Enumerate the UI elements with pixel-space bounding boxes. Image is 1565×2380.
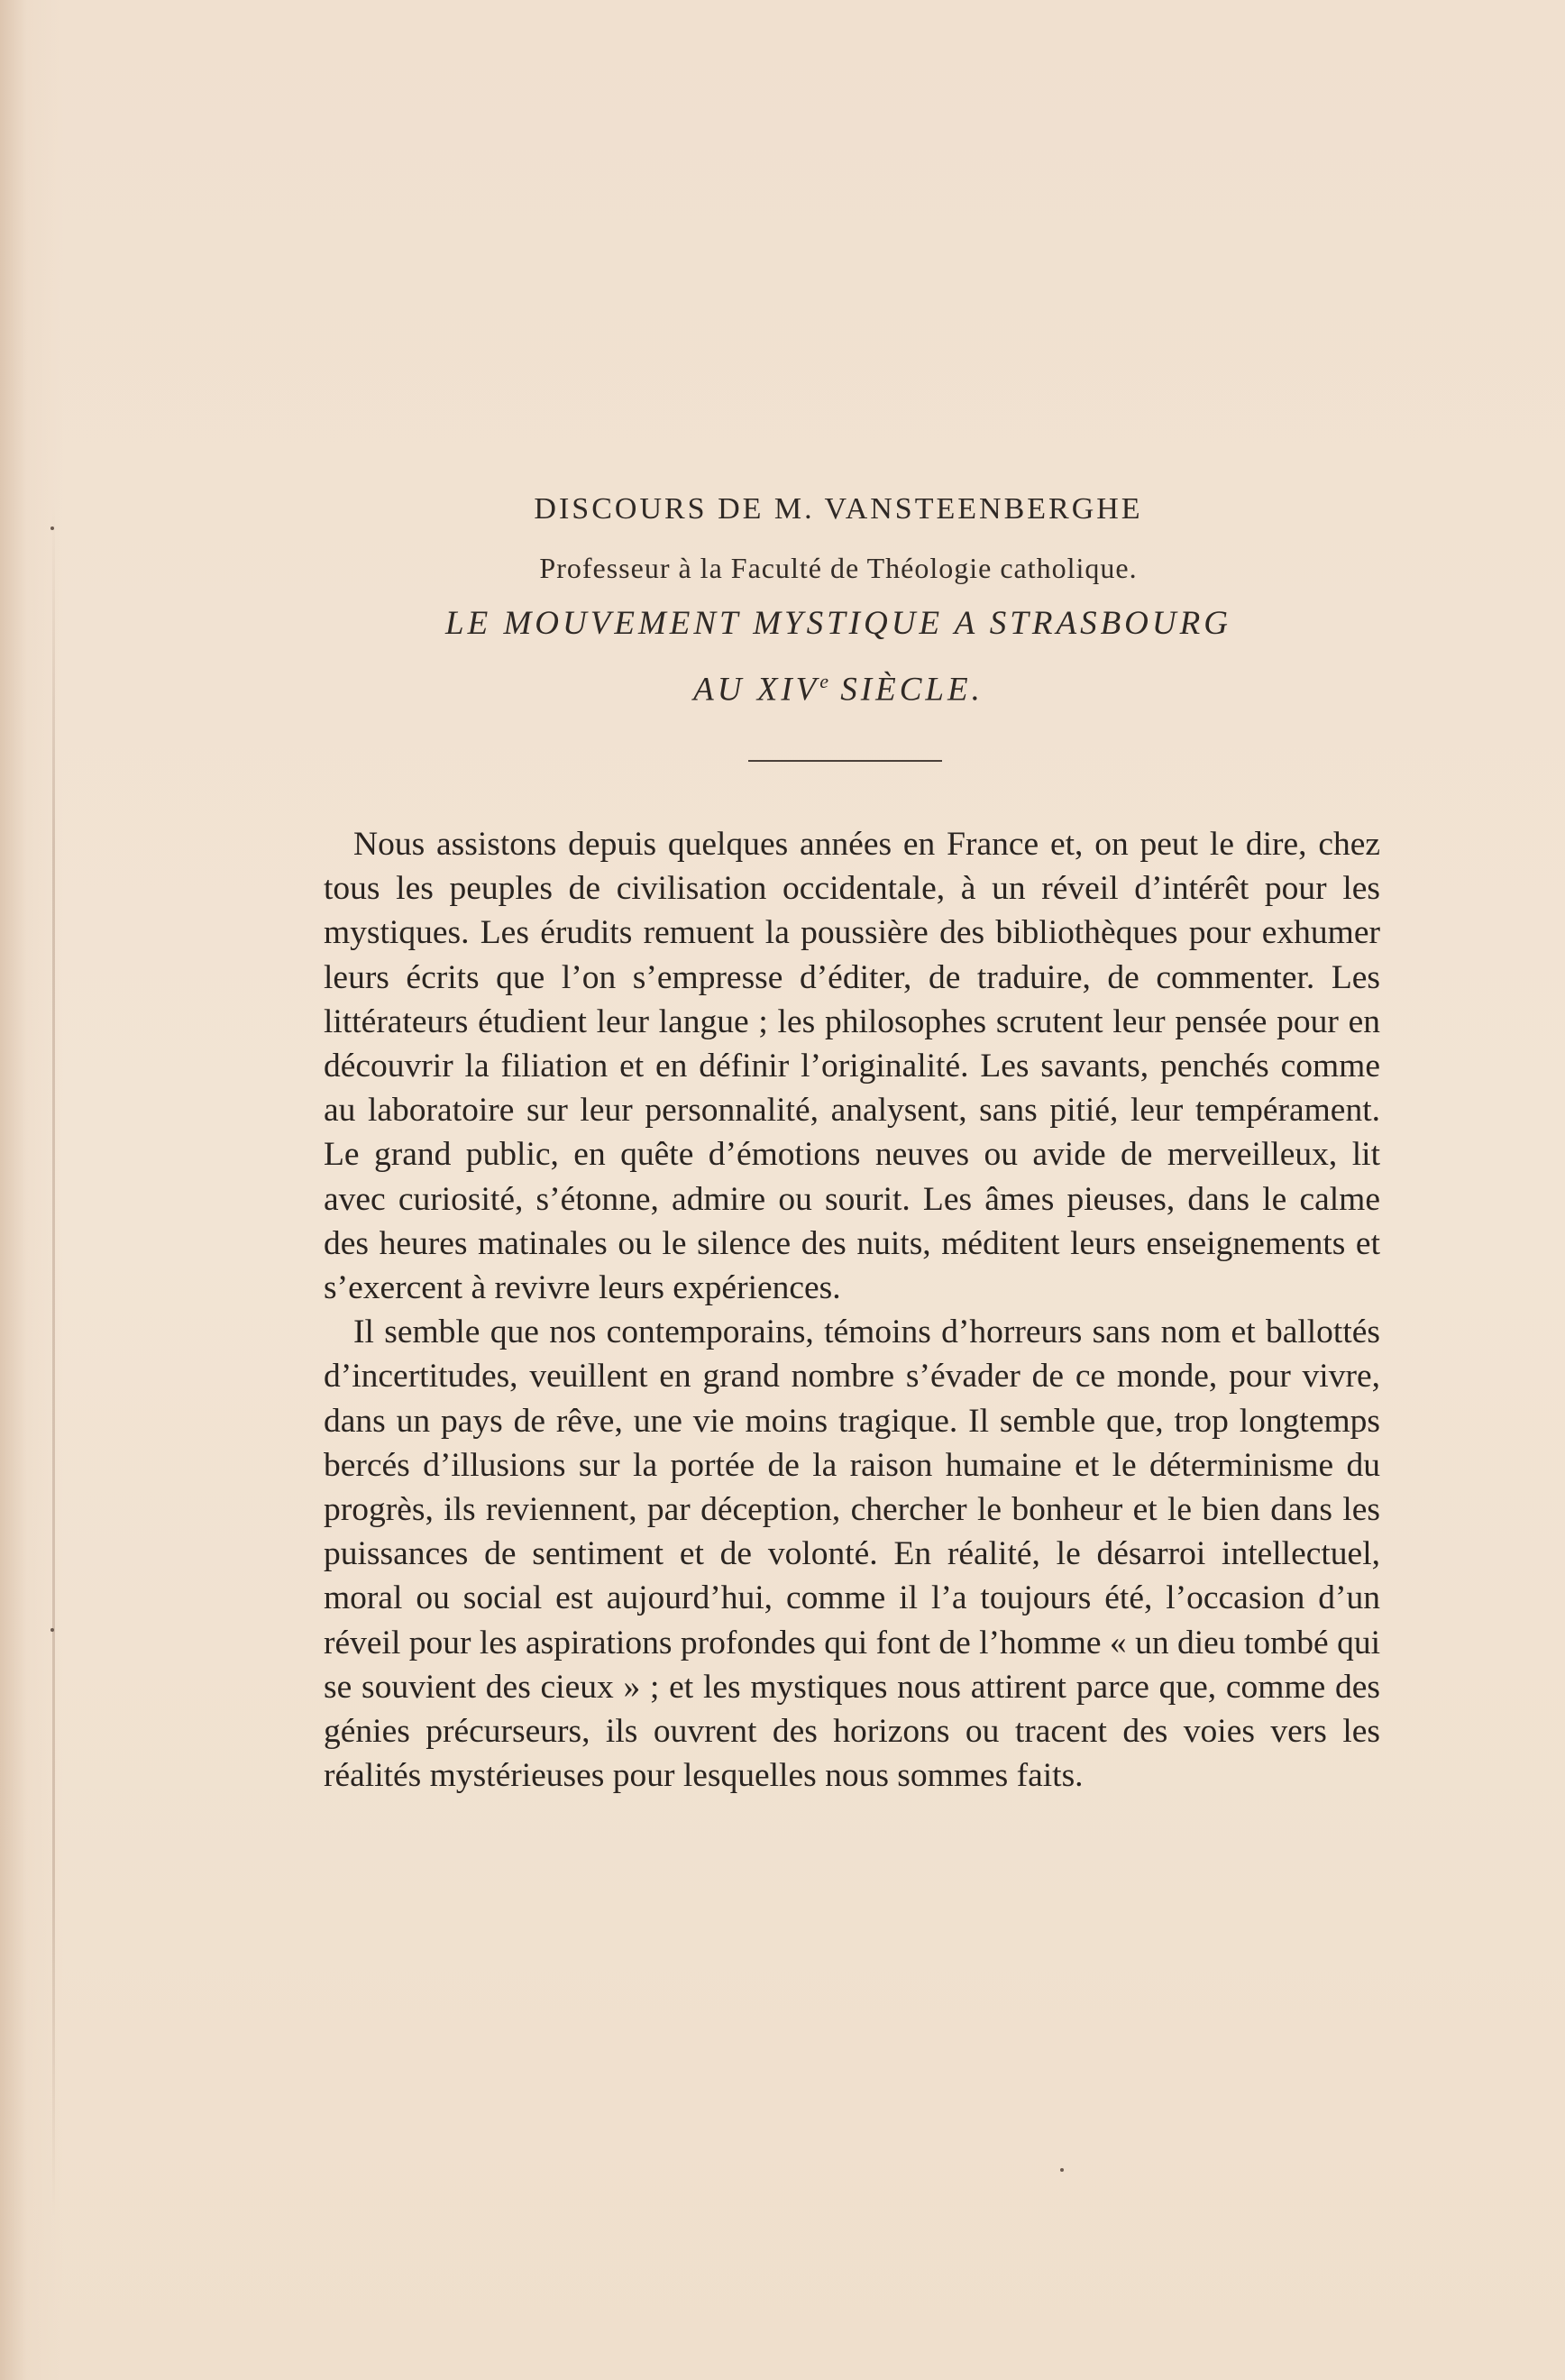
section-divider	[748, 760, 942, 762]
title-line-2	[325, 653, 1352, 719]
body-text	[324, 822, 1380, 1798]
paper-speck	[1060, 2168, 1064, 2172]
document-header	[325, 478, 1352, 719]
title-line-2-superscript: e	[819, 670, 829, 692]
title-line-2-suffix: SIÈCLE.	[828, 671, 984, 709]
speaker-title: Professeur à la Faculté de Théologie catholique.	[539, 552, 1138, 584]
margin-speck	[50, 526, 54, 530]
speaker-heading: DISCOURS DE M. VANSTEENBERGHE	[534, 492, 1143, 526]
paragraph-2: Il semble que nos contemporains, témoins d’horreurs sans nom et ballottés d’incertitudes, veuillent en grand nombre s’évader de ce monde, pour vivre, dans un pays de rêve, une vie moins tragique. Il semble que, trop longtemps bercés d’illusions sur la portée de la raison humaine et le déterminisme du progrès, ils reviennent, par déception, chercher le bonheur et le bien dans les puissances de sentiment et de volonté. En réalité, le désarroi intellectuel, moral ou social est aujourd’hui, comme il l’a toujours été, l’occasion d’un réveil pour les aspirations profondes qui font de l’homme « un dieu tombé qui se souvient des cieux » ; et les mystiques nous attirent parce que, comme des génies précurseurs, ils ouvrent des horizons ou tracent des voies vers les réalités mystérieuses pour lesquelles nous sommes faits.	[324, 1314, 1380, 1795]
page-binding-shadow	[52, 505, 55, 2218]
paragraph-1: Nous assistons depuis quelques années en France et, on peut le dire, chez tous les peuples de civilisation occidentale, à un réveil d’intérêt pour les mystiques. Les érudits remuent la poussière des bibliothèques pour exhumer leurs écrits que l’on s’empresse d’éditer, de traduire, de commenter. Les littérateurs étudient leur langue ; les philosophes scrutent leur pensée pour en découvrir la filiation et en définir l’originalité. Les savants, penchés comme au laboratoire sur leur personnalité, analysent, sans pitié, leur tempérament. Le grand public, en quête d’émotions neuves ou avide de merveilleux, lit avec curiosité, s’étonne, admire ou sourit. Les âmes pieuses, dans le calme des heures matinales ou le silence des nuits, méditent leurs enseignements et s’exercent à revivre leurs expériences.	[324, 826, 1380, 1307]
margin-speck	[50, 1628, 54, 1632]
title-line-2-prefix: AU XIV	[693, 671, 820, 709]
title-line-1: LE MOUVEMENT MYSTIQUE A STRASBOURG	[445, 605, 1231, 642]
